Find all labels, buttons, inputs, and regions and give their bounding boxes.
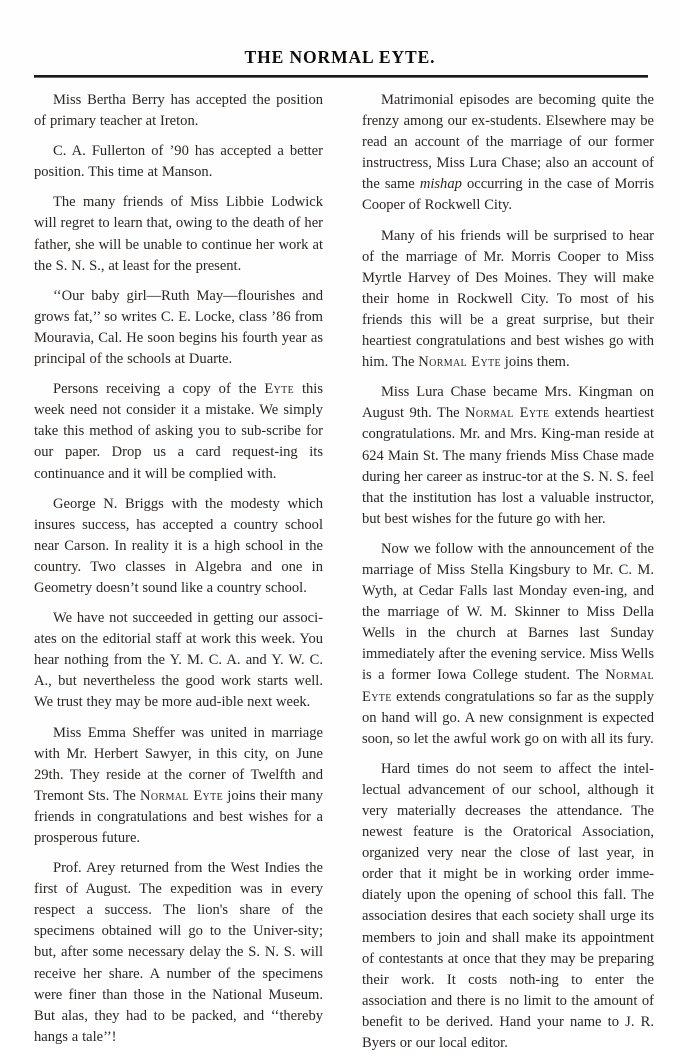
paragraph-kingsbury-skinner [362,539,654,750]
text-run: Prof. Arey returned from the West Indies the first of August. The expedition was in every respect a success. The lion's share of the specimens obtained will go to the Univer-sity; but, after some necessary delay the S. N. S. will receive her share. A number of the specimens were finer than those in the National Museum. But alas, they had to be packed, and ‘‘thereby hangs a tale’’! [34,860,323,1045]
text-run: joins their many friends in congratulations and best wishes for a prosperous future. [34,787,323,846]
text-run: Matrimonial episodes are becoming quite the frenzy among our ex-students. Elsewhere may be read an account of the marriage of our former instructress, Miss Lura Chase; also an account of the same [362,92,654,193]
paragraph-libbie-lodwick [34,192,323,276]
text-run: extends heartiest congratulations. Mr. and Mrs. King-man reside at 624 Main St. The many friends Miss Chase made during her career as instruc-tor at the S. N. S. feel that the institution has lost a valuable instructor, but best wishes for the future go with her. [362,405,654,527]
text-run: extends congratulations so far as the supply on hand will go. A new consignment is expected soon, so let the awful work go on with all its fury. [362,688,654,747]
text-run: George N. Briggs with the modesty which insures success, has accepted a country school near Carson. In reality it is a high school in the country. Two classes in Algebra and one in Geometry doesn’t sound like a country school. [34,495,323,596]
publication-name: Normal Eyte [140,787,224,804]
text-run: We have not succeeded in getting our associ-ates on the editorial staff at work this week. You hear nothing from the Y. M. C. A. and Y. W. C. A., but nevertheless the good work starts well. We trust they may be more aud-ible next week. [34,610,323,711]
text-run: Persons receiving a copy of the [53,381,265,398]
article-columns [34,90,654,1054]
right-text-column [362,90,654,1054]
paragraph-oratorical-association [362,759,654,1054]
text-run: Hard times do not seem to affect the intel-lectual advancement of our school, although it very materially decreases the attendance. The newest feature is the Oratorical Association, organized very near the close of last year, in order that it might be in working order imme-diately upon the opening of school this fall. The association desires that each society shall urge its members to join and shall make its appointment of contestants at once that they may be preparing their work. It costs noth-ing to enter the association and there is no limit to the amount of benefit to be derived. Hand your name to J. R. Byers or our local editor. [362,760,654,1052]
paragraph-matrimonial-episodes [362,90,654,217]
text-run: Miss Emma Sheffer was united in marriage with Mr. Herbert Sawyer, in this city, on June 29th. They reside at the corner of Twelfth and Tremont Sts. The [34,724,323,804]
text-run: occurring in the case of Morris Cooper of Rockwell City. [362,176,654,214]
page-title: THE NORMAL EYTE. [244,47,436,67]
paragraph-emma-sheffer [34,723,323,850]
text-run: Miss Bertha Berry has accepted the position of primary teacher at Ireton. [34,92,323,130]
text-run: joins them. [500,354,570,371]
publication-name: Normal Eyte [418,354,501,371]
text-run: C. A. Fullerton of ’90 has accepted a better position. This time at Manson. [34,143,323,181]
paragraph-bertha-berry [34,90,323,132]
paragraph-editorial-staff [34,608,323,713]
paragraph-ce-locke [34,286,323,370]
header-rule [34,75,648,78]
text-run: Many of his friends will be surprised to hear of the marriage of Mr. Morris Cooper to Miss Myrtle Harvey of Des Moines. They will make their home in Rockwell City. To most of his friends this will be a great surprise, but their heartiest congratulations and best wishes go with him. The [362,227,654,371]
text-run: Miss Lura Chase became Mrs. Kingman on August 9th. The [362,384,654,422]
left-text-column [34,90,323,1054]
paragraph-lura-chase [362,382,654,530]
paragraph-morris-cooper [362,226,654,374]
paragraph-prof-arey [34,858,323,1048]
paragraph-subscription-notice [34,379,323,484]
publication-name: Normal Eyte [465,405,550,422]
publication-name: Normal Eyte [362,667,654,705]
text-run: ‘‘Our baby girl—Ruth May—flourishes and grows fat,’’ so writes C. E. Locke, class ’86 from Mouravia, Cal. He soon begins his fourth year as principal of the schools at Duarte. [34,287,323,368]
text-run: this week need not consider it a mistake. We simply take this method of asking you to sub-scribe for our paper. Drop us a card request-ing its continuance and it will be complied with. [34,381,323,482]
paragraph-george-briggs [34,494,323,599]
paragraph-ca-fullerton [34,141,323,183]
text-run: Now we follow with the announcement of the marriage of Miss Stella Kingsbury to Mr. C. M. Wyth, at Cedar Falls last Monday even-ing, and the marriage of W. M. Skinner to Miss Della Wells in the church at Barnes last Sunday immediately after the evening service. Miss Wells is a former Iowa College student. The [362,540,654,684]
emphasis-text: mishap [419,176,462,193]
publication-name: Eyte [264,381,295,398]
page-header [0,0,680,68]
text-run: The many friends of Miss Libbie Lodwick will regret to learn that, owing to the death of her father, she will be unable to continue her work at the S. N. S., at least for the present. [34,194,323,274]
